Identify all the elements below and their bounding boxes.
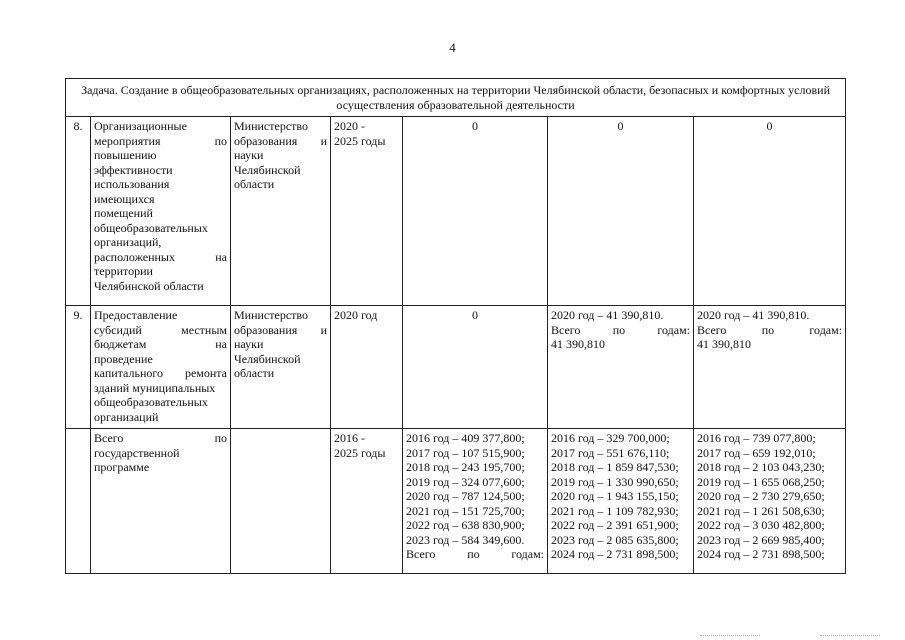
funding-line: 2018 год – 1 859 847,530;	[551, 460, 679, 474]
event-line: расположенных на	[94, 249, 227, 264]
funding-line: 2019 год – 1 330 990,650;	[551, 474, 679, 489]
executor-line: науки	[234, 148, 264, 162]
funding-line: 2016 год – 409 377,800;	[406, 431, 525, 445]
funding-col7	[694, 306, 846, 429]
period-line: 2025 годы	[334, 445, 386, 460]
funding-line: 2023 год – 584 349,600.	[406, 532, 525, 547]
funding-line: Всего по годам:	[697, 322, 843, 337]
event-line: повышению	[94, 148, 157, 162]
executor-line: области	[234, 366, 275, 380]
funding-line: 2017 год – 107 515,900;	[406, 445, 525, 460]
funding-line: 2023 год – 2 669 985,400;	[697, 532, 825, 547]
event-cell	[91, 429, 231, 574]
event-line: Всего по	[94, 431, 227, 445]
executor-line: Министерство	[234, 119, 308, 133]
executor-line: Челябинской	[234, 162, 301, 177]
event-line: государственной	[94, 445, 180, 460]
funding-col5	[403, 429, 548, 574]
table-row	[66, 306, 846, 429]
event-line: использования	[94, 177, 170, 191]
funding-line: 2020 год – 1 943 155,150;	[551, 489, 679, 503]
funding-line: 2024 год – 2 731 898,500;	[551, 547, 679, 561]
executor-line: образования и	[234, 133, 327, 148]
period-line: 2025 годы	[334, 133, 386, 148]
period-cell	[331, 429, 403, 574]
executor-line: Министерство	[234, 308, 308, 322]
event-line: имеющихся	[94, 191, 155, 206]
row-number: 8.	[66, 117, 91, 306]
total-row	[66, 429, 846, 574]
event-line: общеобразовательных	[94, 220, 208, 235]
funding-line: 2016 год – 329 700,000;	[551, 431, 670, 445]
funding-line: 2020 год – 41 390,810.	[551, 308, 664, 322]
funding-line: 2021 год – 1 261 508,630;	[697, 503, 825, 518]
period-line: 2020 -	[334, 119, 365, 133]
funding-line: 2020 год – 41 390,810.	[697, 308, 810, 322]
event-cell	[91, 117, 231, 306]
funding-line: 2021 год – 1 109 782,930;	[551, 503, 679, 518]
task-heading: Задача. Создание в общеобразовательных организациях, расположенных на территории Челябинской области, безопасных и комфортных условий осуществления образовательной деятельности	[66, 79, 846, 117]
funding-line: 2024 год – 2 731 898,500;	[697, 547, 825, 561]
period-line: 2020 год	[334, 308, 378, 322]
event-line: капитального ремонта	[94, 366, 227, 380]
period-cell	[331, 306, 403, 429]
task-row	[66, 79, 846, 117]
funding-line: 41 390,810	[697, 337, 751, 351]
executor-line: науки	[234, 337, 264, 351]
funding-line: 2022 год – 638 830,900;	[406, 518, 525, 532]
scan-artifact	[700, 635, 760, 637]
event-line: помещений	[94, 206, 153, 220]
period-line: 2016 -	[334, 431, 365, 445]
funding-line: 2017 год – 659 192,010;	[697, 445, 816, 460]
period-cell	[331, 117, 403, 306]
funding-line: 2018 год – 243 195,700;	[406, 460, 525, 474]
event-line: эффективности	[94, 162, 173, 177]
funding-col5: 0	[403, 306, 548, 429]
event-line: мероприятия по	[94, 133, 227, 148]
table-row	[66, 117, 846, 306]
event-line: зданий муниципальных	[94, 380, 216, 395]
funding-line: 2020 год – 2 730 279,650;	[697, 489, 825, 503]
funding-line: Всего по годам:	[551, 322, 690, 337]
row-number	[66, 429, 91, 574]
event-line: организаций	[94, 409, 159, 424]
funding-col6	[548, 306, 694, 429]
funding-line: 2023 год – 2 085 635,800;	[551, 532, 679, 547]
event-cell	[91, 306, 231, 429]
event-line: территории	[94, 264, 153, 278]
executor-cell	[231, 306, 331, 429]
funding-line: 2018 год – 2 103 043,230;	[697, 460, 825, 474]
event-line: Организационные	[94, 119, 187, 133]
event-line: Предоставление	[94, 308, 178, 322]
scan-artifact	[820, 635, 880, 637]
funding-col6	[548, 429, 694, 574]
funding-col6: 0	[548, 117, 694, 306]
page-number: 4	[449, 40, 456, 55]
executor-line: образования и	[234, 322, 327, 337]
row-number: 9.	[66, 306, 91, 429]
executor-cell	[231, 429, 331, 574]
funding-line: 2016 год – 739 077,800;	[697, 431, 816, 445]
funding-col7	[694, 429, 846, 574]
event-line: проведение	[94, 351, 153, 366]
funding-line: 2019 год – 324 077,600;	[406, 474, 525, 489]
funding-line: 2022 год – 3 030 482,800;	[697, 518, 825, 532]
executor-cell	[231, 117, 331, 306]
event-line: общеобразовательных	[94, 395, 208, 409]
funding-line: 2017 год – 551 676,110;	[551, 445, 670, 460]
funding-line: 2021 год – 151 725,700;	[406, 503, 525, 518]
funding-col5: 0	[403, 117, 548, 306]
funding-line: Всего по годам:	[406, 547, 544, 561]
event-line: субсидий местным	[94, 322, 227, 337]
event-line: организаций,	[94, 235, 162, 249]
funding-line: 2020 год – 787 124,500;	[406, 489, 525, 503]
funding-line: 41 390,810	[551, 337, 605, 351]
executor-line: области	[234, 177, 275, 191]
event-line: бюджетам на	[94, 337, 227, 351]
funding-line: 2022 год – 2 391 651,900;	[551, 518, 679, 532]
funding-col7: 0	[694, 117, 846, 306]
program-table	[65, 78, 846, 574]
funding-line: 2019 год – 1 655 068,250;	[697, 474, 825, 489]
event-line: программе	[94, 460, 150, 474]
event-line: Челябинской области	[94, 278, 204, 293]
executor-line: Челябинской	[234, 351, 301, 366]
